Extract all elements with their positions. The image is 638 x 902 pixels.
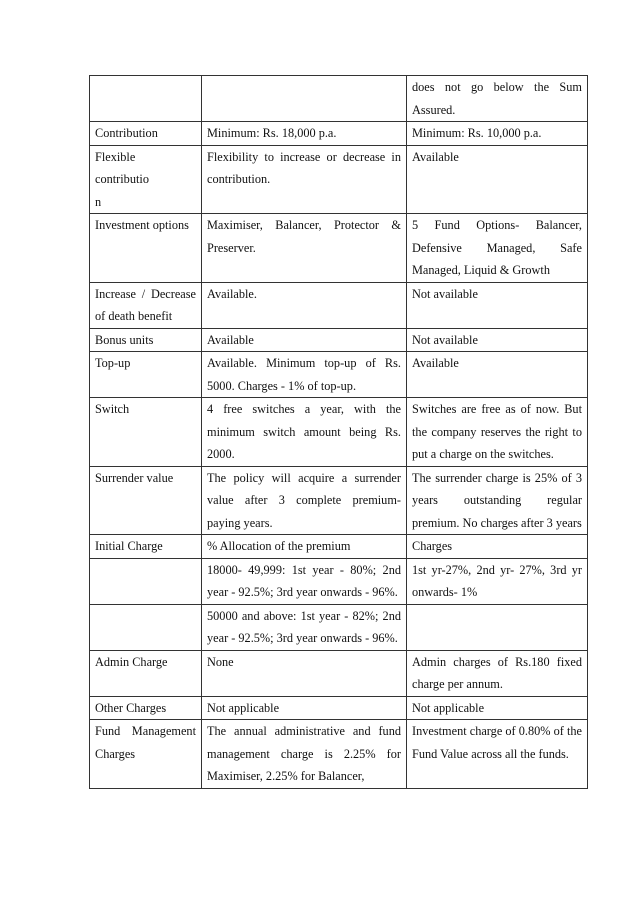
- table-row: [90, 328, 588, 352]
- table-cell: None: [202, 650, 407, 696]
- table-cell: Other Charges: [90, 696, 202, 720]
- table-cell: Surrender value: [90, 466, 202, 535]
- table-cell: % Allocation of the premium: [202, 535, 407, 559]
- table-row: [90, 282, 588, 328]
- table-cell: Initial Charge: [90, 535, 202, 559]
- table-cell: Available: [407, 145, 588, 214]
- table-cell: Available: [202, 328, 407, 352]
- table-row: [90, 535, 588, 559]
- table-cell: 18000- 49,999: 1st year - 80%; 2nd year - 92.5%; 3rd year onwards - 96%.: [202, 558, 407, 604]
- table-cell: Admin charges of Rs.180 fixed charge per annum.: [407, 650, 588, 696]
- table-cell: Increase / Decrease of death benefit: [90, 282, 202, 328]
- table-cell: 1st yr-27%, 2nd yr- 27%, 3rd yr onwards- 1%: [407, 558, 588, 604]
- table-cell: [90, 558, 202, 604]
- table-row: [90, 352, 588, 398]
- table-cell: Switch: [90, 398, 202, 467]
- table-cell: Admin Charge: [90, 650, 202, 696]
- table-cell: Not applicable: [202, 696, 407, 720]
- table-cell: Charges: [407, 535, 588, 559]
- table-cell: Available: [407, 352, 588, 398]
- table-cell: Not available: [407, 328, 588, 352]
- table-row: [90, 145, 588, 214]
- table-cell: Available. Minimum top-up of Rs. 5000. Charges - 1% of top-up.: [202, 352, 407, 398]
- table-cell: Investment options: [90, 214, 202, 283]
- table-cell: Switches are free as of now. But the company reserves the right to put a charge on the switches.: [407, 398, 588, 467]
- table-cell: 50000 and above: 1st year - 82%; 2nd year - 92.5%; 3rd year onwards - 96%.: [202, 604, 407, 650]
- table-cell: [407, 604, 588, 650]
- table-cell: [90, 76, 202, 122]
- table-cell: Flexibility to increase or decrease in contribution.: [202, 145, 407, 214]
- table-row: [90, 466, 588, 535]
- table-cell: Minimum: Rs. 18,000 p.a.: [202, 122, 407, 146]
- table-row: [90, 696, 588, 720]
- table-cell: Flexible contribution: [90, 145, 202, 214]
- table-cell: Fund Management Charges: [90, 720, 202, 789]
- table-cell: 5 Fund Options- Balancer, Defensive Managed, Safe Managed, Liquid & Growth: [407, 214, 588, 283]
- table-cell: [90, 604, 202, 650]
- table-cell: The surrender charge is 25% of 3 years outstanding regular premium. No charges after 3 years: [407, 466, 588, 535]
- table-row: [90, 604, 588, 650]
- table-cell: Bonus units: [90, 328, 202, 352]
- table-cell: The policy will acquire a surrender value after 3 complete premium-paying years.: [202, 466, 407, 535]
- table-row: [90, 650, 588, 696]
- table-cell: Investment charge of 0.80% of the Fund Value across all the funds.: [407, 720, 588, 789]
- table-cell: Not available: [407, 282, 588, 328]
- table-cell: The annual administrative and fund management charge is 2.25% for Maximiser, 2.25% for Balancer,: [202, 720, 407, 789]
- table-cell: Available.: [202, 282, 407, 328]
- table-cell: Minimum: Rs. 10,000 p.a.: [407, 122, 588, 146]
- table-cell: Maximiser, Balancer, Protector & Preserver.: [202, 214, 407, 283]
- table-cell: Contribution: [90, 122, 202, 146]
- table-row: [90, 214, 588, 283]
- table-row: [90, 398, 588, 467]
- table-row: [90, 76, 588, 122]
- table-cell: does not go below the Sum Assured.: [407, 76, 588, 122]
- comparison-table: [89, 75, 588, 789]
- table-cell: [202, 76, 407, 122]
- table-cell: Not applicable: [407, 696, 588, 720]
- table-row: [90, 720, 588, 789]
- table-row: [90, 122, 588, 146]
- table-cell: Top-up: [90, 352, 202, 398]
- table-row: [90, 558, 588, 604]
- table-cell: 4 free switches a year, with the minimum switch amount being Rs. 2000.: [202, 398, 407, 467]
